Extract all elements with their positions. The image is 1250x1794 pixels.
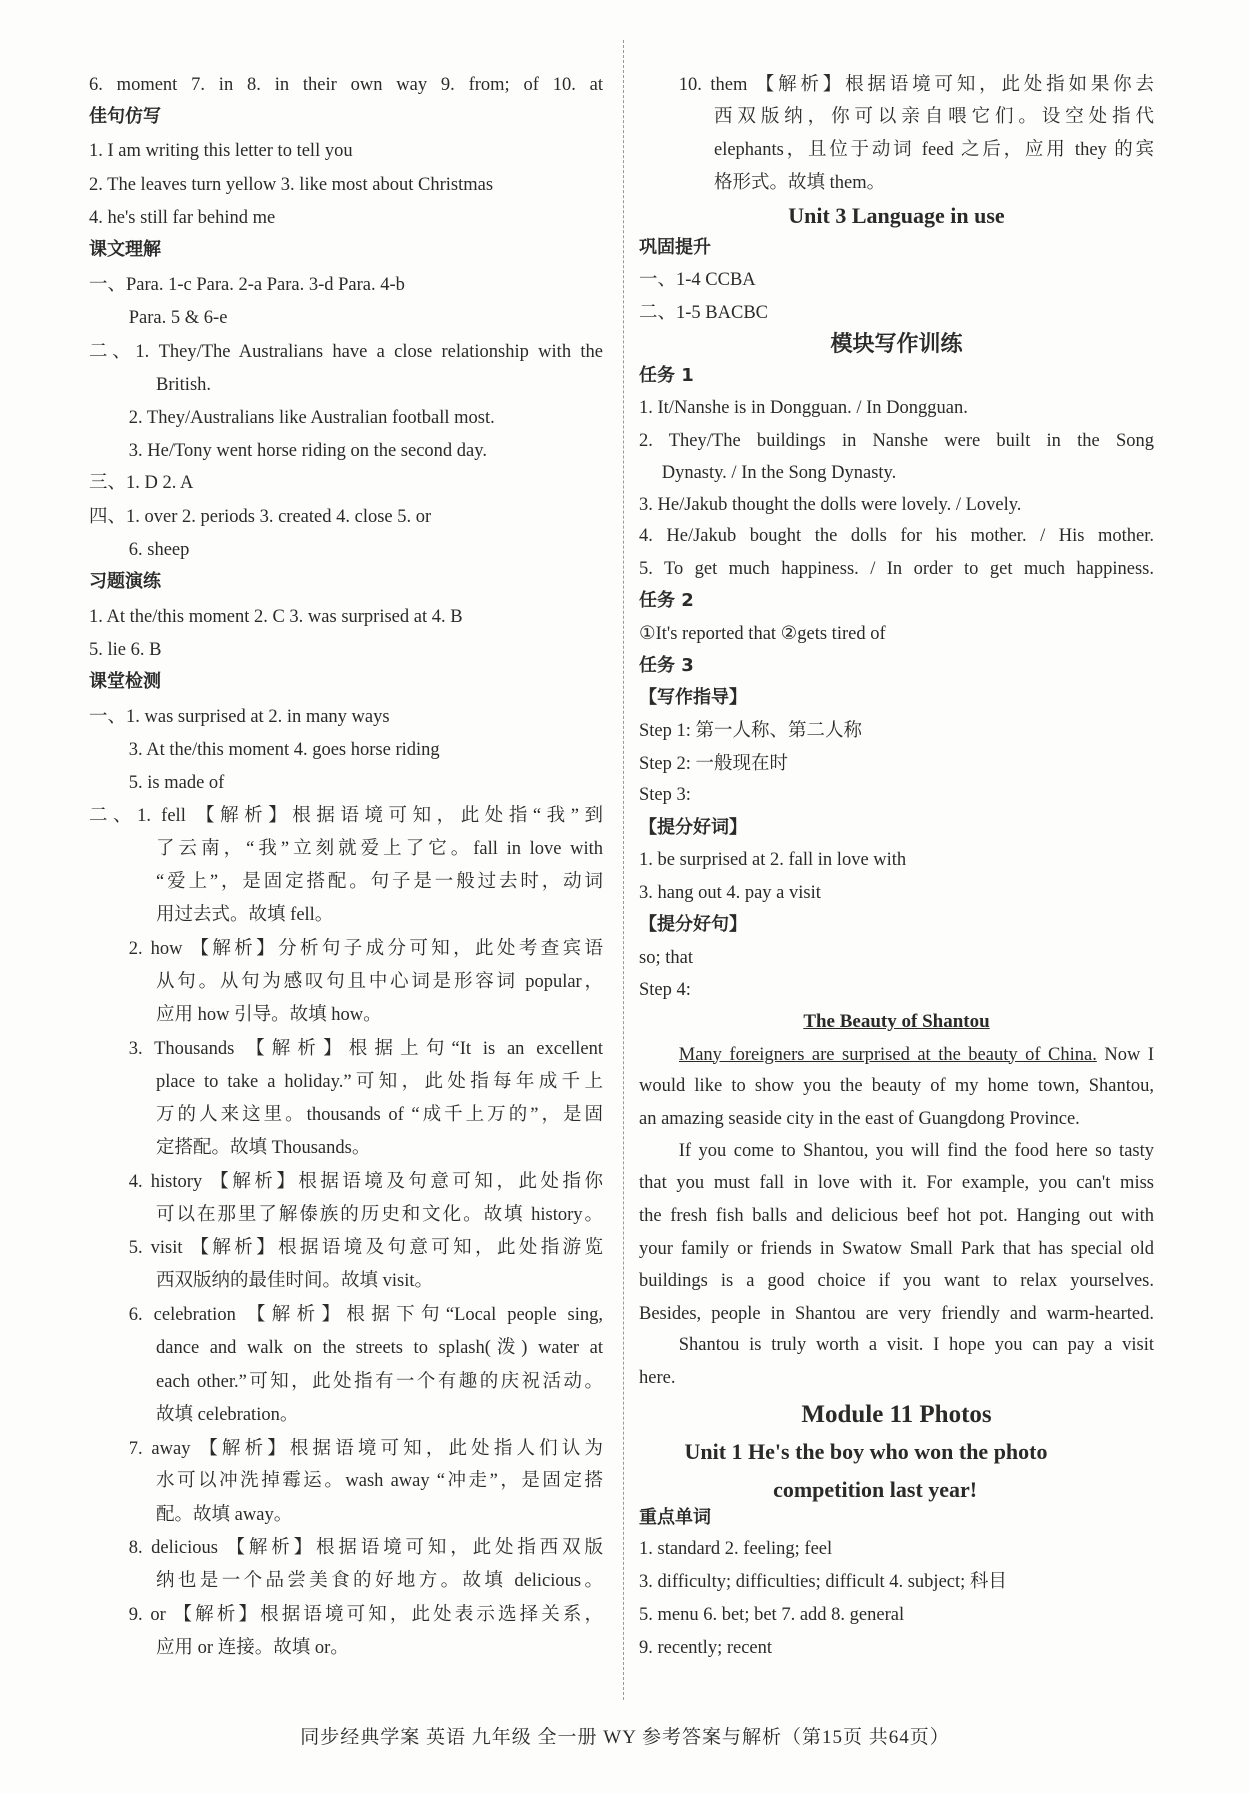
text-line: 3. hang out 4. pay a visit (639, 883, 821, 904)
section-heading (639, 1009, 1154, 1035)
section-heading: 习题演练 (89, 570, 161, 592)
section-heading: Unit 1 He's the boy who won the photo (684, 1439, 1048, 1465)
text-line: 5. is made of (128, 772, 225, 793)
text-line: 从句。从句为感叹句且中心词是形容词 popular， (156, 971, 603, 992)
text-line: 9. or 【解析】根据语境可知，此处表示选择关系， (128, 1604, 603, 1625)
text-line: 5. menu 6. bet; bet 7. add 8. general (639, 1604, 905, 1625)
text-line: 西双版纳，你可以亲自喂它们。设空处指代 (714, 107, 1154, 128)
text-line: 2. They/The buildings in Nanshe were built in the Song (639, 430, 1154, 451)
text-line: Besides, people in Shantou are very friendly and warm-hearted. (639, 1303, 1154, 1324)
text-line: your family or friends in Swatow Small Park that has special old (639, 1238, 1154, 1259)
text-line: 一、1-4 CCBA (639, 269, 756, 290)
text-line: dance and walk on the streets to splash(泼) water at (156, 1337, 603, 1358)
text-line: 三、1. D 2. A (89, 472, 194, 493)
text-line: 10. them 【解析】根据语境可知，此处指如果你去 (678, 75, 1154, 96)
section-heading: Unit 3 Language in use (788, 202, 1005, 228)
text-line: 纳也是一个品尝美食的好地方。故填 delicious。 (156, 1570, 603, 1591)
page-footer: 同步经典学案 英语 九年级 全一册 WY 参考答案与解析（第15页 共64页） (300, 1727, 950, 1748)
text-line: 3. He/Tony went horse riding on the second day. (128, 441, 487, 462)
text-line: 3. difficulty; difficulties; difficult 4. subject; 科目 (639, 1571, 1007, 1592)
text-line: 3. At the/this moment 4. goes horse riding (128, 740, 440, 760)
text-line: 一、1. was surprised at 2. in many ways (89, 707, 390, 728)
text-line: 2. how 【解析】分析句子成分可知，此处考查宾语 (128, 938, 603, 959)
text-line: that you must fall in love with it. For example, you can't miss (639, 1172, 1154, 1193)
section-heading: competition last year! (773, 1476, 978, 1502)
section-heading: 佳句仿写 (89, 106, 161, 128)
text-line: 定搭配。故填 Thousands。 (156, 1137, 371, 1158)
text-line: If you come to Shantou, you will find the food here so tasty (678, 1141, 1154, 1162)
text-line: 1. At the/this moment 2. C 3. was surprised at 4. B (89, 607, 463, 628)
text-line: an amazing seaside city in the east of Guangdong Province. (639, 1109, 1080, 1130)
text-line: 配。故填 away。 (156, 1504, 293, 1525)
text-line: 1. I am writing this letter to tell you (89, 141, 353, 162)
text-line: 5. To get much happiness. / In order to get much happiness. (639, 559, 1154, 580)
text-line: 5. visit 【解析】根据语境及句意可知，此处指游览 (128, 1237, 603, 1258)
section-heading: Module 11 Photos (801, 1400, 992, 1428)
text-line: 6. moment 7. in 8. in their own way 9. from; of 10. at (89, 75, 603, 96)
text-line: 3. Thousands 【解析】根据上句“It is an excellent (128, 1038, 603, 1059)
section-heading: 课文理解 (89, 239, 161, 260)
text-line: 格形式。故填 them。 (714, 172, 886, 193)
section-heading: 【提分好词】 (639, 817, 747, 839)
section-heading: 课堂检测 (89, 670, 161, 692)
text-line: 二、1-5 BACBC (639, 302, 769, 323)
text-line: 应用 or 连接。故填 or。 (156, 1637, 349, 1658)
text-line: 一、Para. 1-c Para. 2-a Para. 3-d Para. 4-b (89, 275, 405, 296)
text-line (679, 1042, 1154, 1068)
text-line: ①It's reported that ②gets tired of (639, 624, 886, 645)
text-line: so; that (639, 947, 693, 968)
text-line: 4. he's still far behind me (89, 208, 276, 229)
text-line: 9. recently; recent (639, 1637, 773, 1658)
text-line: 1. It/Nanshe is in Dongguan. / In Dongguan. (639, 397, 968, 418)
text-line: would like to show you the beauty of my home town, Shantou, (639, 1076, 1154, 1097)
section-heading: 【提分好句】 (639, 914, 747, 935)
text-line: 二、1. fell 【解析】根据语境可知，此处指“我”到 (89, 805, 603, 826)
text-line: Step 4: (639, 979, 691, 1000)
text-line: 1. standard 2. feeling; feel (639, 1538, 833, 1559)
text-line: 西双版纳的最佳时间。故填 visit。 (156, 1270, 434, 1291)
section-heading: 任务 3 (639, 654, 694, 676)
text-line: 6. celebration 【解析】根据下句“Local people sing, (128, 1304, 603, 1325)
text-line: 可以在那里了解傣族的历史和文化。故填 history。 (156, 1204, 603, 1225)
text-line: 2. They/Australians like Australian football most. (128, 408, 495, 429)
text-line: 4. history 【解析】根据语境及句意可知，此处指你 (128, 1171, 603, 1192)
text-line: 6. sheep (128, 540, 190, 560)
text-line: the fresh fish balls and delicious beef hot pot. Hanging out with (639, 1205, 1154, 1226)
section-heading: 巩固提升 (639, 236, 711, 258)
text-line: 二、1. They/The Australians have a close relationship with the (89, 342, 603, 363)
text-line: elephants，且位于动词 feed 之后，应用 they 的宾 (714, 140, 1154, 160)
text-line: buildings is a good choice if you want to relax yourselves. (639, 1270, 1154, 1291)
section-heading: 【写作指导】 (639, 686, 747, 708)
text-line: 1. be surprised at 2. fall in love with (639, 850, 907, 871)
text-line: 2. The leaves turn yellow 3. like most about Christmas (89, 175, 494, 196)
section-heading: 重点单词 (639, 1507, 711, 1529)
text-line: 8. delicious 【解析】根据语境可知，此处指西双版 (128, 1537, 603, 1558)
text-line: Shantou is truly worth a visit. I hope you can pay a visit (678, 1335, 1154, 1356)
text-line: 7. away 【解析】根据语境可知，此处指人们认为 (128, 1438, 603, 1459)
column-divider (623, 40, 624, 1700)
text-line: 四、1. over 2. periods 3. created 4. close 5. or (89, 507, 432, 528)
text-line: Step 1: 第一人称、第二人称 (639, 720, 863, 741)
text-line: 了云南，“我”立刻就爱上了它。fall in love with (156, 838, 603, 859)
text-line: 用过去式。故填 fell。 (156, 904, 334, 925)
text-line: 万的人来这里。thousands of “成千上万的”，是固 (156, 1104, 603, 1125)
text-line: 4. He/Jakub bought the dolls for his mother. / His mother. (639, 526, 1154, 547)
section-heading: 模块写作训练 (830, 332, 963, 358)
text-span: Now I (1096, 1044, 1154, 1065)
text-line: 水可以冲洗掉霉运。wash away “冲走”，是固定搭 (156, 1470, 603, 1491)
text-line: 故填 celebration。 (156, 1404, 299, 1425)
text-line: 5. lie 6. B (89, 640, 162, 660)
text-line: 应用 how 引导。故填 how。 (156, 1004, 382, 1025)
text-line: Para. 5 & 6-e (128, 308, 228, 329)
essay-title: The Beauty of Shantou (803, 1010, 990, 1032)
text-line: here. (639, 1368, 676, 1389)
text-line: 3. He/Jakub thought the dolls were lovely. / Lovely. (639, 494, 1022, 515)
underlined-sentence: Many foreigners are surprised at the beauty of China. (678, 1044, 1097, 1065)
text-line: each other.”可知，此处指有一个有趣的庆祝活动。 (156, 1371, 603, 1392)
text-line: place to take a holiday.”可知，此处指每年成千上 (156, 1071, 603, 1092)
text-line: Step 3: (639, 785, 691, 806)
text-line: “爱上”，是固定搭配。句子是一般过去时，动词 (156, 871, 603, 892)
text-line: Step 2: 一般现在时 (639, 753, 789, 774)
section-heading: 任务 2 (639, 590, 694, 612)
section-heading: 任务 1 (639, 365, 694, 387)
text-line: Dynasty. / In the Song Dynasty. (661, 462, 897, 483)
text-line: British. (156, 375, 212, 396)
